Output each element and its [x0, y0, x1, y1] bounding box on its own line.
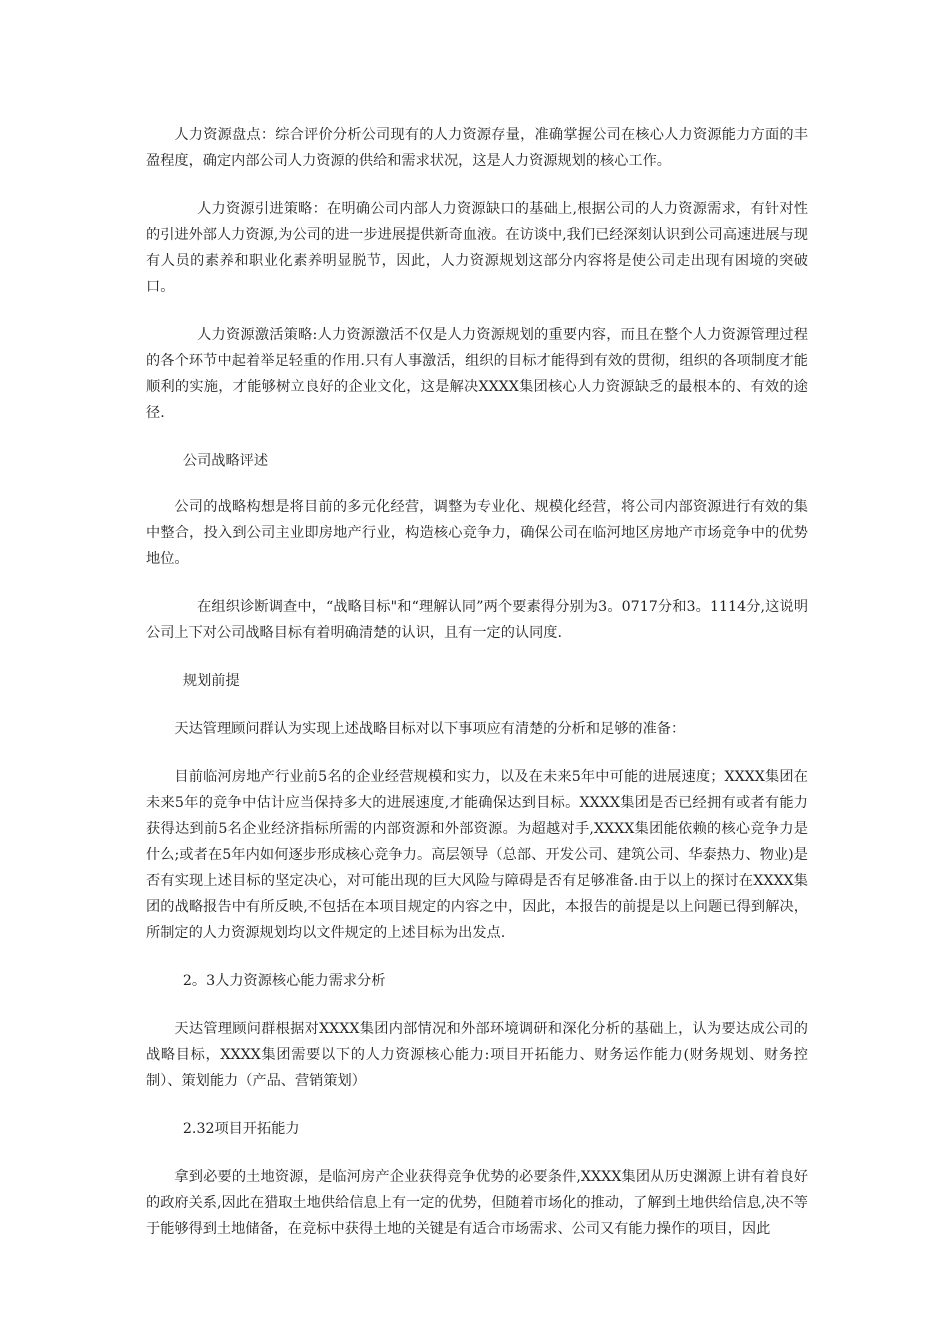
- paragraph-strategy-concept: 公司的战略构想是将目前的多元化经营，调整为专业化、规模化经营，将公司内部资源进行有效的集中整合，投入到公司主业即房地产行业，构造核心竞争力，确保公司在临河地区房地产市场竞争中的优势地位。: [146, 499, 808, 567]
- paragraph-hr-inventory: 人力资源盘点：综合评价分析公司现有的人力资源存量，准确掌握公司在核心人力资源能力方面的丰盈程度，确定内部公司人力资源的供给和需求状况，这是人力资源规划的核心工作。: [146, 127, 808, 169]
- paragraph-diagnosis-survey: 在组织诊断调查中，“战略目标"和“理解认同”两个要素得分别为3。0717分和3。1114分,这说明公司上下对公司战略目标有着明确清楚的认识，且有一定的认同度.: [146, 599, 809, 641]
- paragraph-core-capability-needs: 天达管理顾问群根据对XXXX集团内部情况和外部环境调研和深化分析的基础上，认为要达成公司的战略目标，XXXX集团需要以下的人力资源核心能力:项目开拓能力、财务运作能力(财务规划、财务控制）、策划能力（产品、营销策划）: [146, 1021, 808, 1089]
- paragraph-hr-recruitment-strategy: 人力资源引进策略：在明确公司内部人力资源缺口的基础上,根据公司的人力资源需求，有针对性的引进外部人力资源,为公司的进一步进展提供新奇血液。在访谈中,我们已经深刻认识到公司高速进展与现有人员的素养和职业化素养明显脱节，因此，人力资源规划这部分内容将是使公司走出现有困境的突破口。: [146, 201, 808, 295]
- section-heading-core-capability-analysis: 2。3人力资源核心能力需求分析: [182, 973, 386, 989]
- paragraph-consultant-view: 天达管理顾问群认为实现上述战略目标对以下事项应有清楚的分析和足够的准备：: [174, 721, 686, 737]
- paragraph-hr-activation-strategy: 人力资源激活策略:人力资源激活不仅是人力资源规划的重要内容，而且在整个人力资源管理过程的各个环节中起着举足轻重的作用.只有人事激活，组织的目标才能得到有效的贯彻，组织的各项制度才能顺利的实施，才能够树立良好的企业文化，这是解决XXXX集团核心人力资源缺乏的最根本的、有效的途径.: [146, 327, 808, 421]
- section-heading-strategy-review: 公司战略评述: [182, 453, 269, 469]
- section-heading-planning-premise: 规划前提: [182, 673, 240, 689]
- paragraph-market-analysis: 目前临河房地产行业前5名的企业经营规模和实力，以及在未来5年中可能的进展速度；XXXX集团在未来5年的竞争中估计应当保持多大的进展速度,才能确保达到目标。XXXX集团是否已经拥有或者有能力获得达到前5名企业经济指标所需的内部资源和外部资源。为超越对手,XXXX集团能依赖的核心竞争力是什么;或者在5年内如何逐步形成核心竞争力。高层领导（总部、开发公司、建筑公司、华泰热力、物业)是否有实现上述目标的坚定决心，对可能出现的巨大风险与障碍是否有足够准备.由于以上的探讨在XXXX集团的战略报告中有所反映,不包括在本项目规定的内容之中，因此，本报告的前提是以上问题已得到解决，所制定的人力资源规划均以文件规定的上述目标为出发点.: [146, 769, 808, 941]
- section-heading-project-development: 2.32项目开拓能力: [182, 1121, 300, 1137]
- paragraph-land-resources: 拿到必要的土地资源，是临河房产企业获得竞争优势的必要条件,XXXX集团从历史渊源上讲有着良好的政府关系,因此在猎取土地供给信息上有一定的优势，但随着市场化的推动，了解到土地供给信息,决不等于能够得到土地储备，在竞标中获得土地的关键是有适合市场需求、公司又有能力操作的项目，因此: [146, 1169, 808, 1237]
